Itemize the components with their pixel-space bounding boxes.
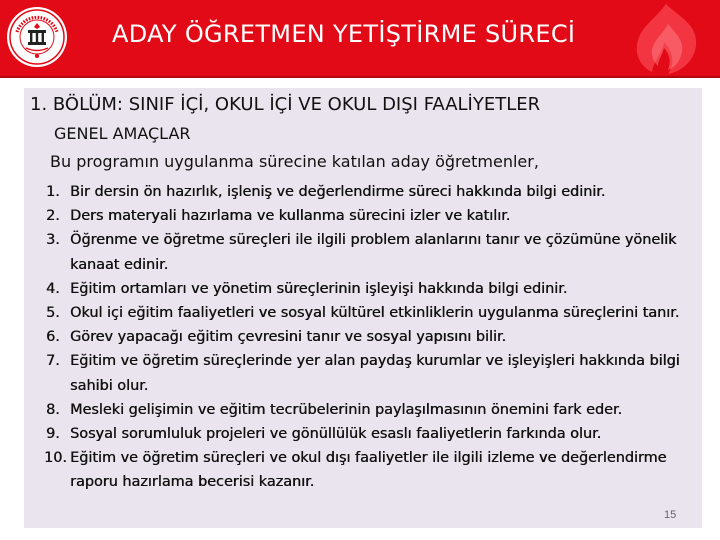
item-number: 5. <box>46 305 60 322</box>
item-number: 10. <box>44 450 67 467</box>
item-text: Öğrenme ve öğretme süreçleri ile ilgili problem alanlarını tanır ve çözümüne yönelik kanaat edinir. <box>70 232 677 273</box>
item-number: 6. <box>46 329 60 346</box>
list-item <box>46 422 696 446</box>
page-title: ADAY ÖĞRETMEN YETİŞTİRME SÜRECİ <box>112 20 576 48</box>
header-divider <box>0 76 720 78</box>
intro-text: Bu programın uygulanma sürecine katılan aday öğretmenler, <box>50 152 539 171</box>
item-text: Mesleki gelişimin ve eğitim tecrübelerinin paylaşılmasının önemini fark eder. <box>70 401 623 418</box>
list-item <box>46 325 696 349</box>
list-item <box>46 204 696 228</box>
item-number: 9. <box>46 426 60 443</box>
list-item <box>46 349 696 397</box>
item-number: 7. <box>46 353 60 370</box>
objectives-list <box>46 180 696 495</box>
item-text: Eğitim ortamları ve yönetim süreçlerinin işleyişi hakkında bilgi edinir. <box>70 280 568 297</box>
list-item <box>46 398 696 422</box>
list-item <box>46 301 696 325</box>
meb-logo-icon <box>6 6 68 68</box>
flame-watermark-icon <box>610 2 720 76</box>
list-item <box>46 180 696 204</box>
item-text: Bir dersin ön hazırlık, işleniş ve değerlendirme süreci hakkında bilgi edinir. <box>70 184 606 200</box>
item-text: Ders materyali hazırlama ve kullanma sürecini izler ve katılır. <box>70 208 511 225</box>
list-item <box>46 277 696 301</box>
header-bar <box>0 0 720 76</box>
item-text: Eğitim ve öğretim süreçleri ve okul dışı faaliyetler ile ilgili izleme ve değerlendirme raporu hazırlama becerisi kazanır. <box>70 450 667 491</box>
item-number: 3. <box>46 232 60 249</box>
item-text: Sosyal sorumluluk projeleri ve gönüllülük esaslı faaliyetlerin farkında olur. <box>70 426 602 443</box>
list-item <box>46 446 696 494</box>
subtitle: GENEL AMAÇLAR <box>54 124 191 143</box>
item-text: Eğitim ve öğretim süreçlerinde yer alan paydaş kurumlar ve işleyişleri hakkında bilgi sahibi olur. <box>70 353 680 394</box>
content-panel <box>24 88 702 528</box>
item-number: 8. <box>46 401 60 418</box>
item-number: 1. <box>46 184 60 200</box>
item-number: 4. <box>46 280 60 297</box>
item-text: Görev yapacağı eğitim çevresini tanır ve sosyal yapısını bilir. <box>70 329 507 346</box>
item-text: Okul içi eğitim faaliyetleri ve sosyal kültürel etkinliklerin uygulanma süreçlerini tanır. <box>70 305 680 322</box>
page-number: 15 <box>664 509 677 521</box>
item-number: 2. <box>46 208 60 225</box>
list-item <box>46 228 696 276</box>
section-title: 1. BÖLÜM: SINIF İÇİ, OKUL İÇİ VE OKUL DIŞI FAALİYETLER <box>30 94 541 115</box>
